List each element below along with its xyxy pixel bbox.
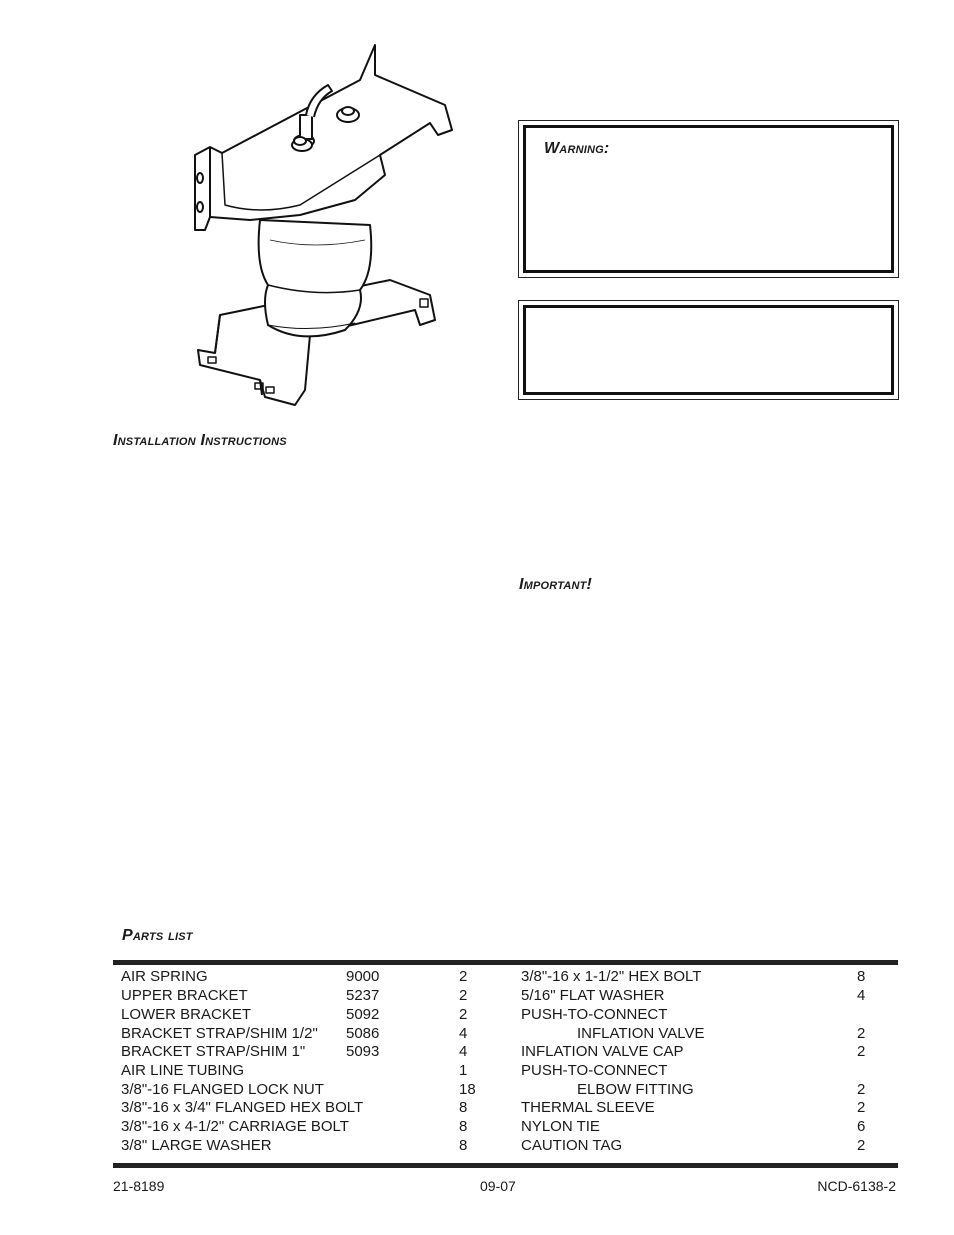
part-quantity: 4 — [459, 1043, 468, 1060]
part-number: 5086 — [346, 1025, 380, 1042]
parts-list-heading: Parts list — [122, 927, 193, 944]
part-name: 5/16" FLAT WASHER — [521, 987, 665, 1004]
part-name: INFLATION VALVE CAP — [521, 1043, 684, 1060]
parts-list-bottom-rule — [113, 1163, 898, 1168]
part-name: LOWER BRACKET — [121, 1006, 252, 1023]
part-name: AIR SPRING — [121, 968, 208, 985]
footer-form-number: NCD-6138-2 — [817, 1178, 896, 1194]
part-number: 5237 — [346, 987, 380, 1004]
part-number: 5092 — [346, 1006, 380, 1023]
part-number: 5093 — [346, 1043, 380, 1060]
part-quantity: 2 — [459, 987, 468, 1004]
part-quantity: 2 — [857, 1025, 866, 1042]
part-quantity: 1 — [459, 1062, 468, 1079]
part-name: PUSH-TO-CONNECT — [521, 1062, 668, 1079]
part-quantity: 2 — [857, 1043, 866, 1060]
part-quantity: 2 — [857, 1081, 866, 1098]
part-name: PUSH-TO-CONNECT — [521, 1006, 668, 1023]
part-quantity: 4 — [459, 1025, 468, 1042]
part-quantity: 18 — [459, 1081, 476, 1098]
part-number: 9000 — [346, 968, 380, 985]
part-name: ELBOW FITTING — [577, 1081, 694, 1098]
part-quantity: 8 — [459, 1137, 468, 1154]
footer-date: 09-07 — [480, 1178, 516, 1194]
part-quantity: 2 — [459, 968, 468, 985]
installation-instructions-heading: Installation Instructions — [113, 432, 287, 449]
part-name: INFLATION VALVE — [577, 1025, 705, 1042]
part-name: CAUTION TAG — [521, 1137, 623, 1154]
part-name: 3/8"-16 x 1-1/2" HEX BOLT — [521, 968, 702, 985]
part-name: AIR LINE TUBING — [121, 1062, 245, 1079]
part-name: BRACKET STRAP/SHIM 1/2" — [121, 1025, 318, 1042]
important-heading: Important! — [519, 576, 593, 593]
part-quantity: 8 — [459, 1118, 468, 1135]
parts-list-top-rule — [113, 960, 898, 965]
part-name: 3/8"-16 x 4-1/2" CARRIAGE BOLT — [121, 1118, 349, 1135]
part-name: NYLON TIE — [521, 1118, 600, 1135]
part-quantity: 2 — [857, 1099, 866, 1116]
part-quantity: 8 — [459, 1099, 468, 1116]
part-quantity: 2 — [459, 1006, 468, 1023]
caution-box-border — [523, 305, 894, 395]
air-spring-assembly-illustration — [150, 35, 470, 420]
warning-box — [518, 120, 899, 278]
footer-document-number: 21-8189 — [113, 1178, 165, 1194]
part-quantity: 6 — [857, 1118, 866, 1135]
part-name: 3/8"-16 x 3/4" FLANGED HEX BOLT — [121, 1099, 364, 1116]
part-quantity: 4 — [857, 987, 866, 1004]
part-name: BRACKET STRAP/SHIM 1" — [121, 1043, 306, 1060]
warning-box-border — [523, 125, 894, 273]
part-name: UPPER BRACKET — [121, 987, 248, 1004]
part-name: 3/8"-16 FLANGED LOCK NUT — [121, 1081, 324, 1098]
part-quantity: 8 — [857, 968, 866, 985]
part-name: 3/8" LARGE WASHER — [121, 1137, 272, 1154]
part-quantity: 2 — [857, 1137, 866, 1154]
part-name: THERMAL SLEEVE — [521, 1099, 655, 1116]
caution-box — [518, 300, 899, 400]
warning-heading: Warning: — [544, 140, 610, 157]
